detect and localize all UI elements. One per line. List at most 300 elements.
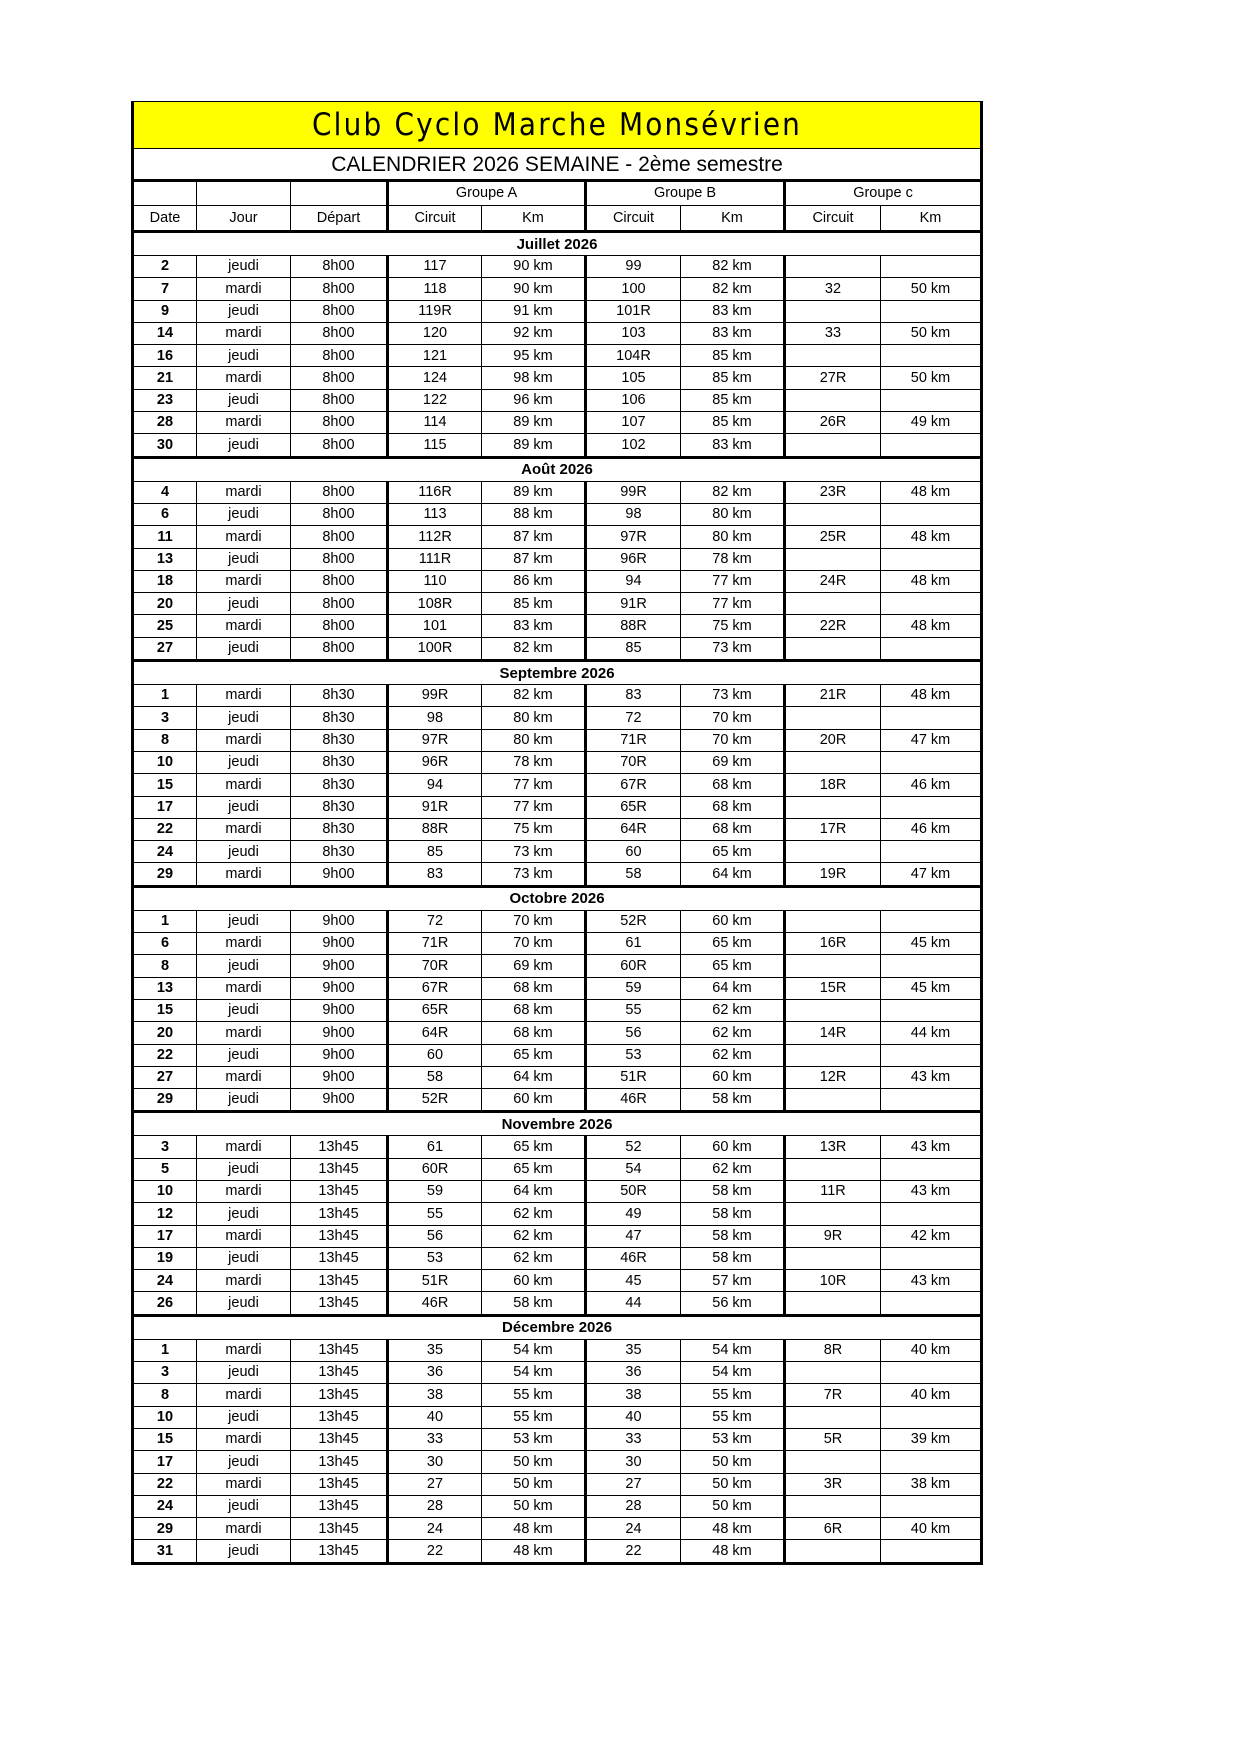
cell-circuit-b: 33 xyxy=(586,1428,681,1450)
cell-circuit-b: 59 xyxy=(586,977,681,999)
schedule-row xyxy=(133,367,982,389)
cell-circuit-a: 83 xyxy=(388,863,482,886)
cell-km-c: 49 km xyxy=(881,412,982,434)
cell-depart: 13h45 xyxy=(291,1540,388,1563)
cell-circuit-c: 14R xyxy=(785,1022,881,1044)
cell-circuit-a: 61 xyxy=(388,1136,482,1158)
cell-jour: jeudi xyxy=(197,1495,291,1517)
cell-circuit-a: 124 xyxy=(388,367,482,389)
cell-circuit-b: 38 xyxy=(586,1384,681,1406)
schedule-row xyxy=(133,278,982,300)
cell-km-a: 89 km xyxy=(482,434,586,457)
cell-depart: 8h30 xyxy=(291,841,388,863)
cell-depart: 13h45 xyxy=(291,1203,388,1225)
cell-km-a: 92 km xyxy=(482,322,586,344)
cell-depart: 8h00 xyxy=(291,345,388,367)
cell-depart: 13h45 xyxy=(291,1451,388,1473)
column-header-km-a: Km xyxy=(482,206,586,232)
cell-jour: jeudi xyxy=(197,1451,291,1473)
cell-circuit-b: 107 xyxy=(586,412,681,434)
cell-depart: 13h45 xyxy=(291,1136,388,1158)
cell-km-c xyxy=(881,1495,982,1517)
cell-km-c xyxy=(881,1089,982,1112)
cell-circuit-a: 60 xyxy=(388,1044,482,1066)
cell-date: 3 xyxy=(133,707,197,729)
cell-km-a: 75 km xyxy=(482,818,586,840)
cell-date: 29 xyxy=(133,863,197,886)
cell-km-a: 68 km xyxy=(482,1022,586,1044)
cell-km-c: 48 km xyxy=(881,481,982,503)
cell-circuit-b: 35 xyxy=(586,1339,681,1361)
cell-km-b: 65 km xyxy=(681,841,785,863)
cell-depart: 13h45 xyxy=(291,1362,388,1384)
cell-circuit-a: 51R xyxy=(388,1270,482,1292)
month-header-row xyxy=(133,1112,982,1136)
month-title: Octobre 2026 xyxy=(133,886,982,910)
cell-jour: mardi xyxy=(197,481,291,503)
cell-date: 6 xyxy=(133,933,197,955)
month-title: Décembre 2026 xyxy=(133,1315,982,1339)
cell-depart: 8h00 xyxy=(291,412,388,434)
cell-jour: jeudi xyxy=(197,1406,291,1428)
cell-circuit-a: 71R xyxy=(388,933,482,955)
cell-km-c xyxy=(881,1247,982,1269)
schedule-row xyxy=(133,1362,982,1384)
schedule-row xyxy=(133,863,982,886)
cell-circuit-b: 36 xyxy=(586,1362,681,1384)
cell-km-b: 62 km xyxy=(681,999,785,1021)
cell-km-b: 60 km xyxy=(681,910,785,932)
cell-km-c: 50 km xyxy=(881,367,982,389)
cell-date: 26 xyxy=(133,1292,197,1315)
schedule-row xyxy=(133,1495,982,1517)
cell-circuit-c xyxy=(785,503,881,525)
group-header-a: Groupe A xyxy=(388,181,586,206)
cell-depart: 8h30 xyxy=(291,818,388,840)
cell-km-b: 82 km xyxy=(681,256,785,278)
cell-km-c xyxy=(881,751,982,773)
cell-date: 1 xyxy=(133,910,197,932)
cell-km-b: 50 km xyxy=(681,1473,785,1495)
cell-circuit-a: 116R xyxy=(388,481,482,503)
month-title: Novembre 2026 xyxy=(133,1112,982,1136)
cell-km-c xyxy=(881,1451,982,1473)
cell-date: 14 xyxy=(133,322,197,344)
cell-km-b: 50 km xyxy=(681,1495,785,1517)
cell-circuit-c: 18R xyxy=(785,774,881,796)
cell-circuit-a: 120 xyxy=(388,322,482,344)
cell-km-a: 65 km xyxy=(482,1044,586,1066)
cell-depart: 8h00 xyxy=(291,615,388,637)
cell-km-c: 50 km xyxy=(881,278,982,300)
cell-circuit-b: 60 xyxy=(586,841,681,863)
cell-km-b: 83 km xyxy=(681,322,785,344)
cell-depart: 13h45 xyxy=(291,1270,388,1292)
cell-circuit-c xyxy=(785,999,881,1021)
cell-circuit-c: 8R xyxy=(785,1339,881,1361)
cell-date: 15 xyxy=(133,999,197,1021)
cell-circuit-c xyxy=(785,910,881,932)
cell-jour: mardi xyxy=(197,1225,291,1247)
cell-km-a: 53 km xyxy=(482,1428,586,1450)
cell-circuit-c xyxy=(785,637,881,660)
cell-circuit-b: 71R xyxy=(586,729,681,751)
cell-depart: 13h45 xyxy=(291,1158,388,1180)
cell-km-c xyxy=(881,955,982,977)
cell-km-c: 48 km xyxy=(881,685,982,707)
cell-km-c: 47 km xyxy=(881,729,982,751)
cell-date: 17 xyxy=(133,796,197,818)
cell-circuit-a: 60R xyxy=(388,1158,482,1180)
cell-date: 27 xyxy=(133,637,197,660)
schedule-row xyxy=(133,1270,982,1292)
cell-date: 15 xyxy=(133,1428,197,1450)
cell-jour: mardi xyxy=(197,1180,291,1202)
cell-circuit-c: 16R xyxy=(785,933,881,955)
cell-jour: mardi xyxy=(197,1518,291,1540)
cell-km-b: 58 km xyxy=(681,1180,785,1202)
cell-circuit-b: 40 xyxy=(586,1406,681,1428)
cell-jour: jeudi xyxy=(197,345,291,367)
cell-depart: 8h00 xyxy=(291,367,388,389)
cell-circuit-b: 54 xyxy=(586,1158,681,1180)
cell-circuit-b: 45 xyxy=(586,1270,681,1292)
cell-jour: mardi xyxy=(197,1066,291,1088)
cell-depart: 13h45 xyxy=(291,1225,388,1247)
cell-jour: jeudi xyxy=(197,1540,291,1563)
cell-circuit-c: 27R xyxy=(785,367,881,389)
cell-date: 18 xyxy=(133,570,197,592)
cell-circuit-b: 98 xyxy=(586,503,681,525)
cell-km-c: 48 km xyxy=(881,615,982,637)
cell-km-c xyxy=(881,1292,982,1315)
cell-circuit-a: 121 xyxy=(388,345,482,367)
cell-circuit-c xyxy=(785,796,881,818)
cell-circuit-c: 7R xyxy=(785,1384,881,1406)
club-title: Club Cyclo Marche Monsévrien xyxy=(133,102,982,149)
cell-circuit-c xyxy=(785,1495,881,1517)
cell-km-a: 86 km xyxy=(482,570,586,592)
cell-km-a: 77 km xyxy=(482,796,586,818)
cell-km-b: 62 km xyxy=(681,1044,785,1066)
cell-date: 22 xyxy=(133,1473,197,1495)
cell-km-b: 85 km xyxy=(681,345,785,367)
cell-circuit-a: 30 xyxy=(388,1451,482,1473)
cell-km-c: 48 km xyxy=(881,570,982,592)
cell-depart: 9h00 xyxy=(291,863,388,886)
cell-circuit-a: 97R xyxy=(388,729,482,751)
cell-depart: 13h45 xyxy=(291,1339,388,1361)
cell-circuit-b: 88R xyxy=(586,615,681,637)
cell-km-b: 68 km xyxy=(681,796,785,818)
cell-circuit-b: 85 xyxy=(586,637,681,660)
cell-depart: 13h45 xyxy=(291,1180,388,1202)
cell-date: 10 xyxy=(133,751,197,773)
schedule-row xyxy=(133,910,982,932)
month-title: Août 2026 xyxy=(133,457,982,481)
cell-circuit-a: 59 xyxy=(388,1180,482,1202)
cell-date: 29 xyxy=(133,1518,197,1540)
cell-circuit-a: 96R xyxy=(388,751,482,773)
cell-circuit-a: 65R xyxy=(388,999,482,1021)
cell-circuit-c xyxy=(785,1292,881,1315)
cell-circuit-b: 99R xyxy=(586,481,681,503)
cell-depart: 13h45 xyxy=(291,1406,388,1428)
column-header-km-b: Km xyxy=(681,206,785,232)
schedule-row xyxy=(133,1225,982,1247)
cell-circuit-a: 53 xyxy=(388,1247,482,1269)
cell-circuit-c xyxy=(785,256,881,278)
cell-date: 24 xyxy=(133,841,197,863)
cell-date: 10 xyxy=(133,1180,197,1202)
cell-circuit-a: 52R xyxy=(388,1089,482,1112)
cell-circuit-c xyxy=(785,1089,881,1112)
cell-km-c: 43 km xyxy=(881,1136,982,1158)
cell-km-b: 77 km xyxy=(681,593,785,615)
cell-depart: 8h00 xyxy=(291,526,388,548)
cell-circuit-c xyxy=(785,1247,881,1269)
cell-circuit-b: 60R xyxy=(586,955,681,977)
schedule-row xyxy=(133,1451,982,1473)
schedule-row xyxy=(133,615,982,637)
schedule-row xyxy=(133,1044,982,1066)
cell-jour: jeudi xyxy=(197,637,291,660)
cell-date: 19 xyxy=(133,1247,197,1269)
cell-circuit-a: 99R xyxy=(388,685,482,707)
cell-jour: jeudi xyxy=(197,1158,291,1180)
cell-km-c xyxy=(881,1362,982,1384)
cell-km-c xyxy=(881,256,982,278)
cell-date: 15 xyxy=(133,774,197,796)
cell-circuit-c xyxy=(785,434,881,457)
cell-date: 24 xyxy=(133,1270,197,1292)
cell-jour: jeudi xyxy=(197,751,291,773)
cell-km-a: 87 km xyxy=(482,548,586,570)
cell-km-b: 65 km xyxy=(681,933,785,955)
cell-jour: jeudi xyxy=(197,841,291,863)
column-header-circuit-a: Circuit xyxy=(388,206,482,232)
cell-date: 9 xyxy=(133,300,197,322)
schedule-row xyxy=(133,1540,982,1563)
cell-km-c: 46 km xyxy=(881,774,982,796)
cell-circuit-a: 113 xyxy=(388,503,482,525)
cell-km-b: 56 km xyxy=(681,1292,785,1315)
cell-jour: mardi xyxy=(197,1339,291,1361)
schedule-row xyxy=(133,955,982,977)
schedule-row xyxy=(133,481,982,503)
cell-circuit-c xyxy=(785,345,881,367)
cell-km-b: 58 km xyxy=(681,1247,785,1269)
cell-km-b: 58 km xyxy=(681,1225,785,1247)
cell-depart: 8h30 xyxy=(291,685,388,707)
cell-date: 6 xyxy=(133,503,197,525)
cell-date: 12 xyxy=(133,1203,197,1225)
cell-km-a: 73 km xyxy=(482,841,586,863)
schedule-row xyxy=(133,637,982,660)
cell-km-c: 44 km xyxy=(881,1022,982,1044)
cell-km-a: 82 km xyxy=(482,685,586,707)
cell-km-c: 38 km xyxy=(881,1473,982,1495)
cell-circuit-c: 33 xyxy=(785,322,881,344)
cell-jour: jeudi xyxy=(197,707,291,729)
cell-km-b: 77 km xyxy=(681,570,785,592)
cell-circuit-b: 61 xyxy=(586,933,681,955)
schedule-row xyxy=(133,1089,982,1112)
schedule-row xyxy=(133,412,982,434)
cell-km-c xyxy=(881,637,982,660)
cell-jour: mardi xyxy=(197,322,291,344)
cell-circuit-b: 94 xyxy=(586,570,681,592)
cell-circuit-b: 51R xyxy=(586,1066,681,1088)
schedule-row xyxy=(133,503,982,525)
cell-circuit-b: 106 xyxy=(586,389,681,411)
cell-km-b: 85 km xyxy=(681,389,785,411)
cell-circuit-a: 94 xyxy=(388,774,482,796)
schedule-row xyxy=(133,818,982,840)
cell-depart: 8h00 xyxy=(291,637,388,660)
cell-km-b: 54 km xyxy=(681,1362,785,1384)
cell-depart: 9h00 xyxy=(291,910,388,932)
cell-circuit-b: 46R xyxy=(586,1089,681,1112)
cell-circuit-b: 28 xyxy=(586,1495,681,1517)
cell-circuit-c: 11R xyxy=(785,1180,881,1202)
cell-depart: 9h00 xyxy=(291,1066,388,1088)
schedule-row xyxy=(133,1180,982,1202)
calendar-subtitle: CALENDRIER 2026 SEMAINE - 2ème semestre xyxy=(133,149,982,181)
calendar-table xyxy=(131,101,983,1565)
cell-depart: 8h00 xyxy=(291,322,388,344)
cell-circuit-a: 72 xyxy=(388,910,482,932)
cell-km-c xyxy=(881,796,982,818)
cell-depart: 13h45 xyxy=(291,1292,388,1315)
cell-km-c xyxy=(881,300,982,322)
cell-jour: mardi xyxy=(197,367,291,389)
group-header-b: Groupe B xyxy=(586,181,785,206)
cell-circuit-c xyxy=(785,751,881,773)
schedule-row xyxy=(133,707,982,729)
cell-km-c xyxy=(881,548,982,570)
cell-depart: 8h00 xyxy=(291,300,388,322)
group-header-blank-1 xyxy=(133,181,197,206)
cell-circuit-a: 35 xyxy=(388,1339,482,1361)
cell-km-b: 57 km xyxy=(681,1270,785,1292)
cell-km-b: 80 km xyxy=(681,526,785,548)
cell-depart: 9h00 xyxy=(291,977,388,999)
cell-circuit-c: 22R xyxy=(785,615,881,637)
schedule-row xyxy=(133,1203,982,1225)
cell-circuit-c: 32 xyxy=(785,278,881,300)
cell-date: 20 xyxy=(133,1022,197,1044)
cell-circuit-c xyxy=(785,1362,881,1384)
cell-circuit-c: 9R xyxy=(785,1225,881,1247)
schedule-row xyxy=(133,300,982,322)
cell-date: 13 xyxy=(133,548,197,570)
cell-depart: 8h30 xyxy=(291,729,388,751)
cell-km-c: 45 km xyxy=(881,933,982,955)
cell-km-b: 70 km xyxy=(681,729,785,751)
cell-circuit-c xyxy=(785,548,881,570)
cell-km-b: 75 km xyxy=(681,615,785,637)
schedule-row xyxy=(133,256,982,278)
cell-circuit-b: 101R xyxy=(586,300,681,322)
cell-circuit-b: 83 xyxy=(586,685,681,707)
cell-depart: 9h00 xyxy=(291,933,388,955)
cell-circuit-a: 112R xyxy=(388,526,482,548)
cell-km-a: 70 km xyxy=(482,933,586,955)
cell-km-c: 47 km xyxy=(881,863,982,886)
cell-jour: jeudi xyxy=(197,1362,291,1384)
cell-circuit-b: 67R xyxy=(586,774,681,796)
cell-circuit-a: 98 xyxy=(388,707,482,729)
schedule-row xyxy=(133,977,982,999)
cell-circuit-b: 24 xyxy=(586,1518,681,1540)
cell-jour: mardi xyxy=(197,412,291,434)
cell-date: 31 xyxy=(133,1540,197,1563)
month-header-row xyxy=(133,661,982,685)
cell-circuit-c: 19R xyxy=(785,863,881,886)
cell-date: 11 xyxy=(133,526,197,548)
cell-km-a: 88 km xyxy=(482,503,586,525)
cell-jour: mardi xyxy=(197,526,291,548)
cell-circuit-a: 40 xyxy=(388,1406,482,1428)
cell-jour: jeudi xyxy=(197,503,291,525)
group-header-blank-3 xyxy=(291,181,388,206)
cell-jour: mardi xyxy=(197,729,291,751)
cell-jour: jeudi xyxy=(197,796,291,818)
cell-circuit-a: 38 xyxy=(388,1384,482,1406)
cell-date: 28 xyxy=(133,412,197,434)
cell-circuit-b: 58 xyxy=(586,863,681,886)
cell-depart: 8h00 xyxy=(291,389,388,411)
cell-km-a: 58 km xyxy=(482,1292,586,1315)
cell-circuit-a: 101 xyxy=(388,615,482,637)
cell-km-c xyxy=(881,503,982,525)
cell-depart: 13h45 xyxy=(291,1518,388,1540)
group-header-blank-2 xyxy=(197,181,291,206)
cell-km-a: 60 km xyxy=(482,1089,586,1112)
cell-km-b: 53 km xyxy=(681,1428,785,1450)
cell-jour: jeudi xyxy=(197,434,291,457)
cell-date: 8 xyxy=(133,955,197,977)
cell-km-c xyxy=(881,345,982,367)
cell-km-a: 73 km xyxy=(482,863,586,886)
cell-km-a: 50 km xyxy=(482,1451,586,1473)
cell-jour: mardi xyxy=(197,1428,291,1450)
cell-circuit-b: 52 xyxy=(586,1136,681,1158)
cell-jour: mardi xyxy=(197,1384,291,1406)
schedule-row xyxy=(133,434,982,457)
cell-depart: 9h00 xyxy=(291,1089,388,1112)
month-title: Juillet 2026 xyxy=(133,232,982,256)
cell-date: 30 xyxy=(133,434,197,457)
cell-circuit-c: 17R xyxy=(785,818,881,840)
cell-circuit-b: 49 xyxy=(586,1203,681,1225)
cell-circuit-b: 65R xyxy=(586,796,681,818)
cell-circuit-c xyxy=(785,1451,881,1473)
cell-km-a: 50 km xyxy=(482,1495,586,1517)
cell-jour: jeudi xyxy=(197,389,291,411)
cell-circuit-b: 99 xyxy=(586,256,681,278)
cell-circuit-a: 122 xyxy=(388,389,482,411)
cell-km-a: 48 km xyxy=(482,1518,586,1540)
schedule-row xyxy=(133,345,982,367)
schedule-row xyxy=(133,933,982,955)
cell-km-b: 85 km xyxy=(681,412,785,434)
group-header-c: Groupe c xyxy=(785,181,982,206)
cell-km-a: 89 km xyxy=(482,481,586,503)
cell-date: 8 xyxy=(133,1384,197,1406)
cell-depart: 8h00 xyxy=(291,278,388,300)
